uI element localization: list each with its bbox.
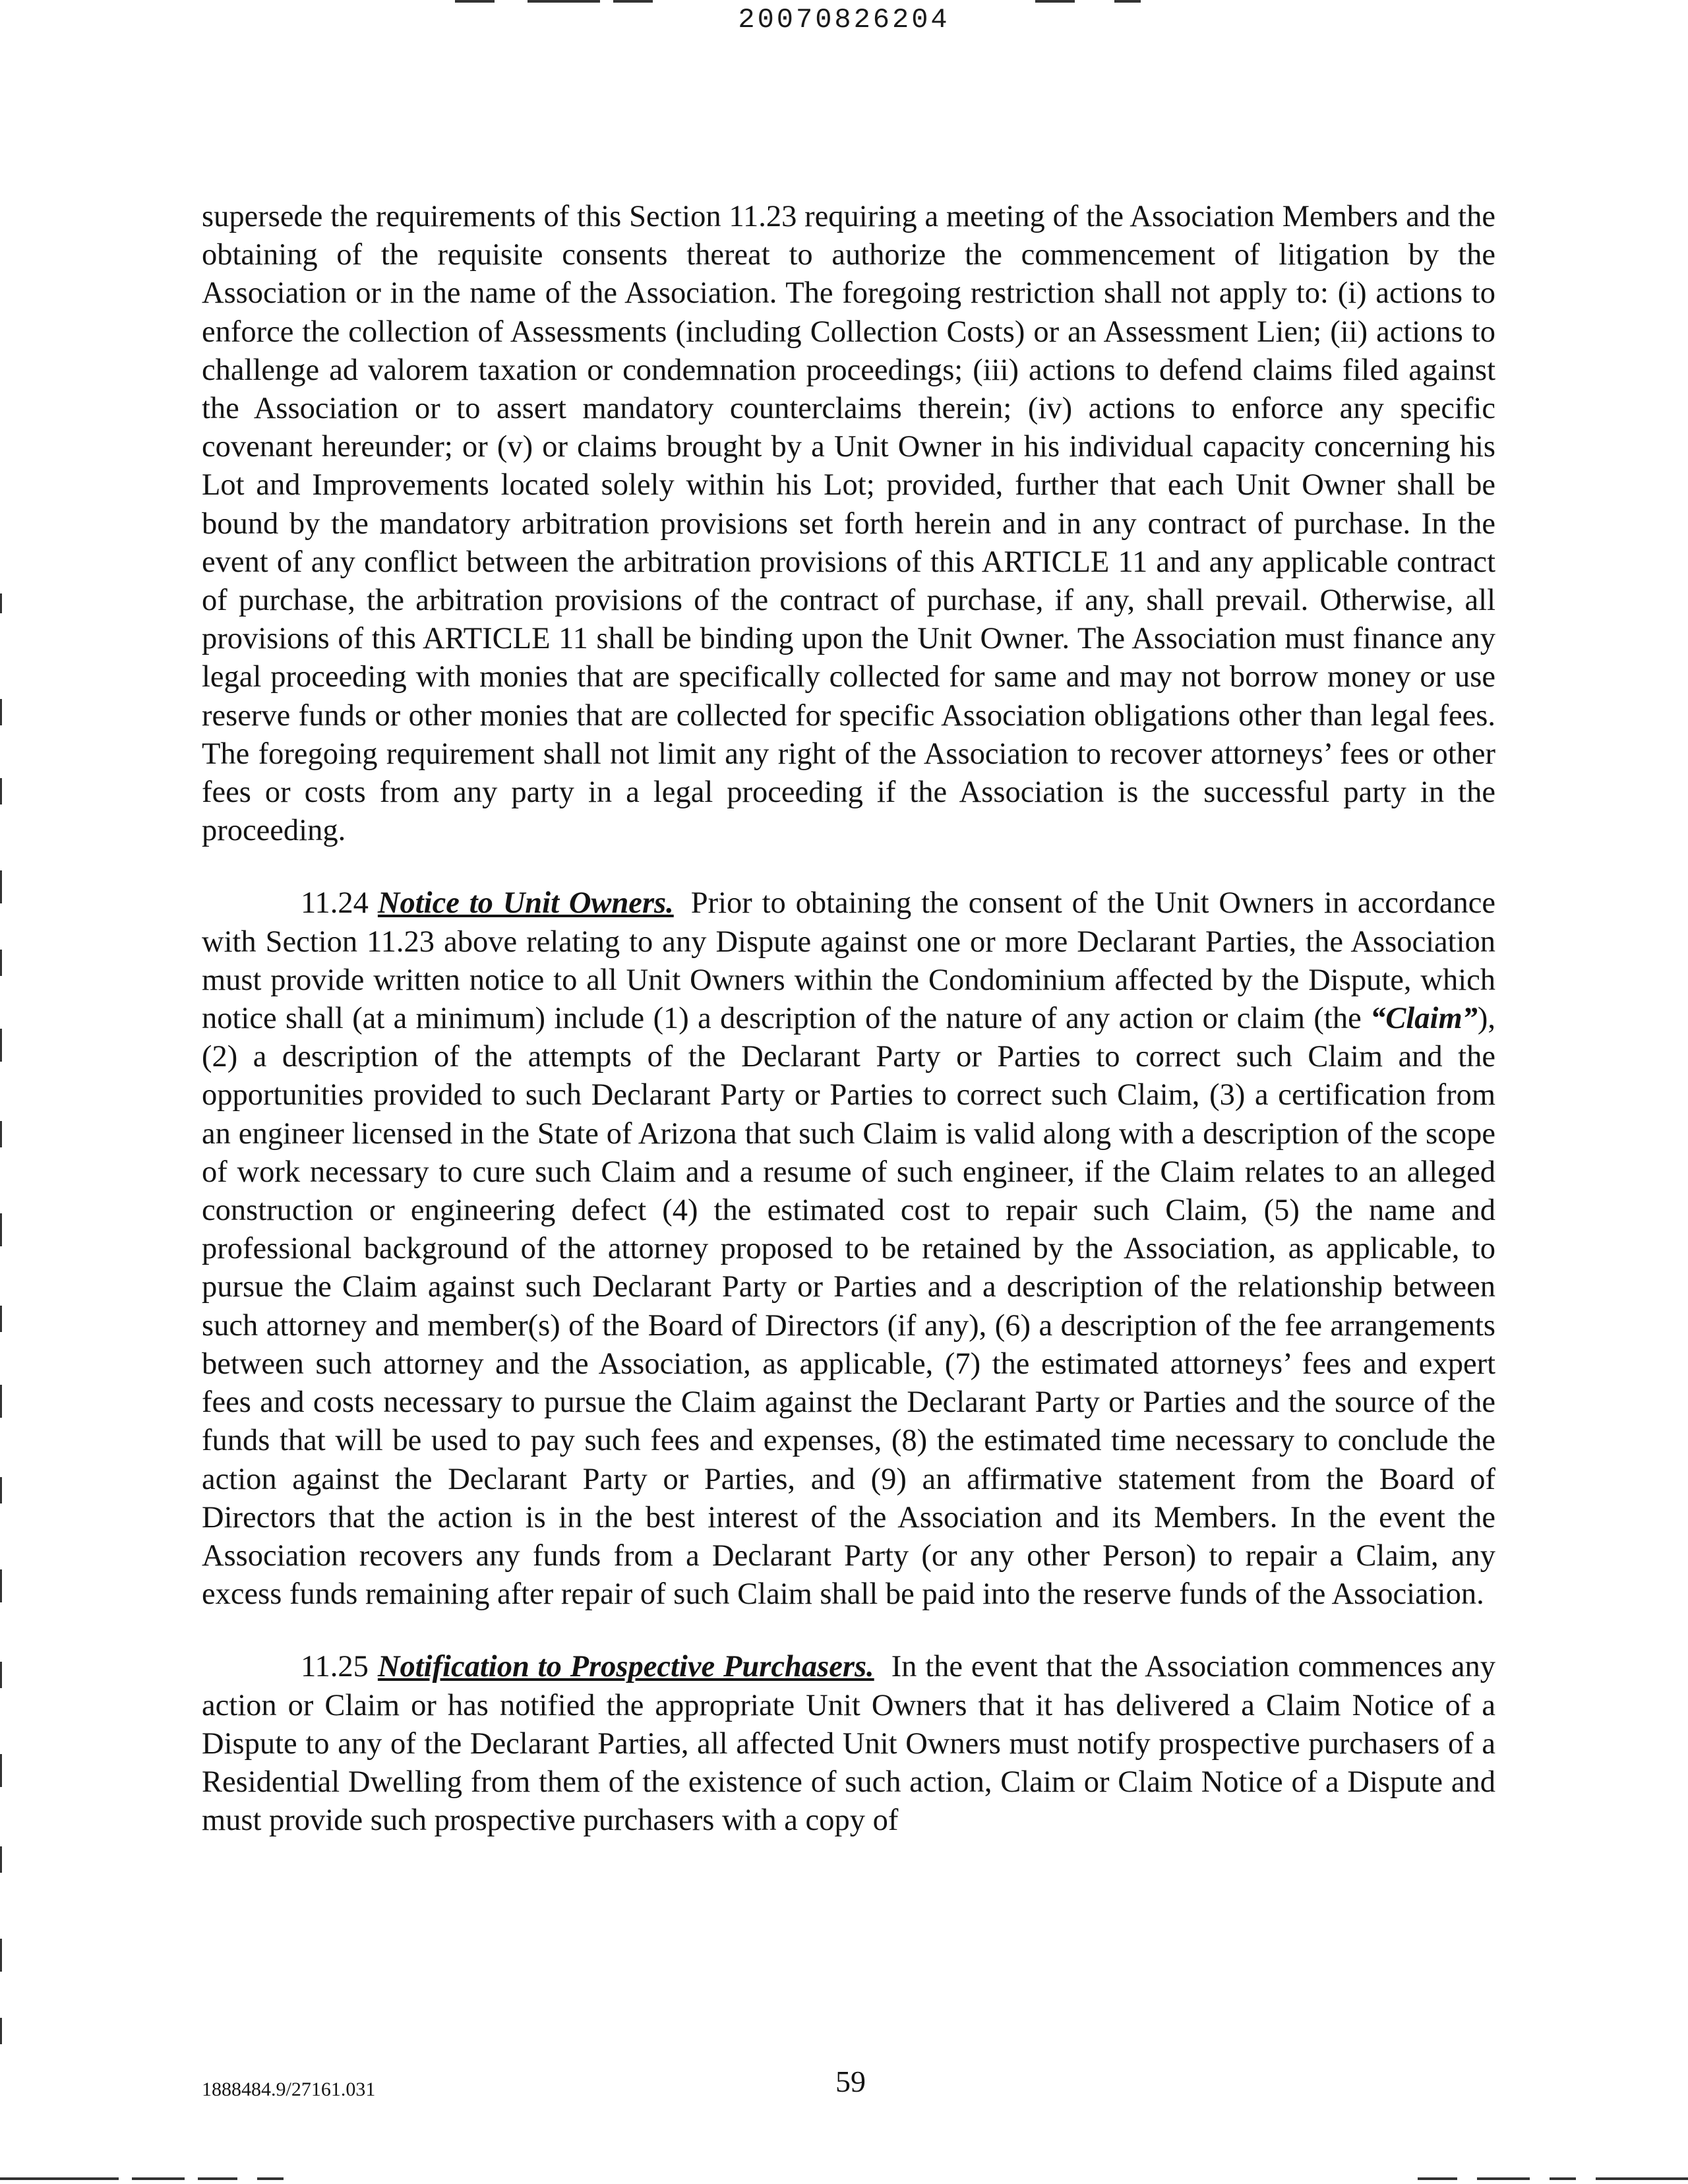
defined-term: “Claim” xyxy=(1370,1002,1478,1036)
section-11-25 xyxy=(202,1648,1495,1840)
section-text-continued: ), (2) a description of the attempts of the Declarant Party or Parties to correct such Claim and the opportunities provided to such Declarant Party or Parties to correct such Claim, (3) a certification from an engineer licensed in the State of Arizona that such Claim is valid along with a description of the scope of work necessary to cure such Claim and a resume of such engineer, if the Claim relates to an alleged construction or engineering defect (4) the estimated cost to repair such Claim, (5) the name and professional background of the attorney proposed to be retained by the Association, as applicable, to pursue the Claim against such Declarant Party or Parties and a description of the relationship between such attorney and member(s) of the Board of Directors (if any), (6) a description of the fee arrangements between such attorney and the Association, as applicable, (7) the estimated attorneys’ fees and expert fees and costs necessary to pursue the Claim against the Declarant Party or Parties and the source of the funds that will be used to pay such fees and expenses, (8) the estimated time necessary to conclude the action against the Declarant Party or Parties, and (9) an affirmative statement from the Board of Directors that the action is in the best interest of the Association and its Members. In the event the Association recovers any funds from a Declarant Party (or any other Person) to repair a Claim, any excess funds remaining after repair of such Claim shall be paid into the reserve funds of the Association. xyxy=(202,1002,1495,1612)
continuation-paragraph: supersede the requirements of this Section 11.23 requiring a meeting of the Association Members and the obtaining of the requisite consents thereat to authorize the commencement of litigation by the Association or in the name of the Association. The foregoing restriction shall not apply to: (i) actions to enforce the collection of Assessments (including Collection Costs) or an Assessment Lien; (ii) actions to challenge ad valorem taxation or condemnation proceedings; (iii) actions to defend claims filed against the Association or to assert mandatory counterclaims therein; (iv) actions to enforce any specific covenant hereunder; or (v) or claims brought by a Unit Owner in his individual capacity concerning his Lot and Improvements located solely within his Lot; provided, further that each Unit Owner shall be bound by the mandatory arbitration provisions set forth herein and in any contract of purchase. In the event of any conflict between the arbitration provisions of this ARTICLE 11 and any applicable contract of purchase, the arbitration provisions of the contract of purchase, if any, shall prevail. Otherwise, all provisions of this ARTICLE 11 shall be binding upon the Unit Owner. The Association must finance any legal proceeding with monies that are specifically collected for same and may not borrow money or use reserve funds or other monies that are collected for specific Association obligations other than legal fees. The foregoing requirement shall not limit any right of the Association to recover attorneys’ fees or other fees or costs from any party in a legal proceeding if the Association is the successful party in the proceeding. xyxy=(202,200,1495,848)
document-number: 20070826204 xyxy=(738,4,950,36)
section-number: 11.25 xyxy=(301,1650,369,1684)
section-text: Prior to obtaining the consent of the Unit Owners in accordance with Section 11.23 above relating to any Dispute against one or more Declarant Parties, the Association must provide written notice to all Unit Owners within the Condominium affected by the Dispute, which notice shall (at a minimum) include (1) a description of the nature of any action or claim (the xyxy=(202,886,1495,1036)
section-title: Notice to Unit Owners. xyxy=(377,886,674,921)
section-title: Notification to Prospective Purchasers. xyxy=(377,1650,874,1684)
page-number: 59 xyxy=(835,2065,866,2098)
section-11-24 xyxy=(202,884,1495,1614)
document-body xyxy=(202,198,1495,1874)
section-text: In the event that the Association commences any action or Claim or has notified the appropriate Unit Owners that it has delivered a Claim Notice of a Dispute to any of the Declarant Parties, all affected Unit Owners must notify prospective purchasers of a Residential Dwelling from them of the existence of such action, Claim or Claim Notice of a Dispute and must provide such prospective purchasers with a copy of xyxy=(202,1650,1496,1838)
footer-document-id: 1888484.9/27161.031 xyxy=(202,2078,376,2100)
section-number: 11.24 xyxy=(301,886,369,921)
